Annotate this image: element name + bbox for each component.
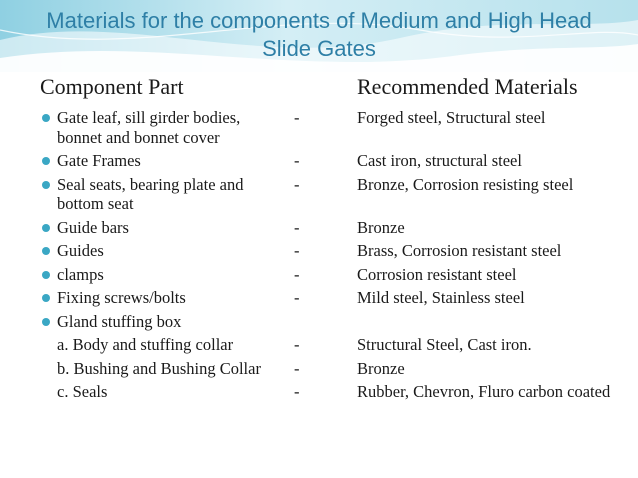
component-part: Gate Frames <box>57 151 141 170</box>
recommended-material: Forged steel, Structural steel <box>357 108 546 127</box>
bullet-icon <box>42 224 50 232</box>
list-item <box>0 284 638 308</box>
recommended-material: Bronze, Corrosion resisting steel <box>357 174 574 194</box>
recommended-material: Mild steel, Stainless steel <box>357 288 525 307</box>
separator-dash: - <box>294 108 300 127</box>
separator-dash: - <box>294 264 300 284</box>
list-item <box>0 378 638 402</box>
list-item <box>0 104 638 147</box>
component-part: Fixing screws/bolts <box>57 288 186 307</box>
separator-dash: - <box>294 288 300 307</box>
component-part: c. Seals <box>57 382 108 401</box>
page-title <box>0 7 638 63</box>
component-part-header: Component Part <box>40 74 184 99</box>
title-banner <box>0 0 638 72</box>
separator-dash: - <box>294 241 300 260</box>
bullet-icon <box>42 271 50 279</box>
recommended-material: Cast iron, structural steel <box>357 151 522 170</box>
title-line-2: Slide Gates <box>262 36 376 61</box>
separator-dash: - <box>294 217 300 237</box>
bullet-icon <box>42 157 50 165</box>
separator-dash: - <box>294 335 300 354</box>
bullet-icon <box>42 318 50 326</box>
list-item <box>0 237 638 261</box>
list-item <box>0 147 638 171</box>
recommended-material: Rubber, Chevron, Fluro carbon coated <box>357 382 611 401</box>
list-item <box>0 214 638 238</box>
component-part: b. Bushing and Bushing Collar <box>57 358 261 378</box>
bullet-icon <box>42 114 50 122</box>
recommended-material: Structural Steel, Cast iron. <box>357 335 532 354</box>
component-part: Gland stuffing box <box>57 311 182 331</box>
separator-dash: - <box>294 174 300 194</box>
separator-dash: - <box>294 382 300 401</box>
bullet-icon <box>42 294 50 302</box>
list-item <box>0 355 638 379</box>
list-item <box>0 261 638 285</box>
separator-dash: - <box>294 151 300 170</box>
recommended-material: Corrosion resistant steel <box>357 264 517 284</box>
component-part: Guide bars <box>57 217 129 237</box>
component-part: a. Body and stuffing collar <box>57 335 234 354</box>
component-part: Gate leaf, sill girder bodies, bonnet and bonnet cover <box>57 108 241 147</box>
list-item <box>0 171 638 214</box>
bullet-icon <box>42 247 50 255</box>
component-part: Seal seats, bearing plate and bottom seat <box>57 174 244 213</box>
separator-dash: - <box>294 358 300 378</box>
materials-list <box>0 104 638 402</box>
title-line-1: Materials for the components of Medium and High Head <box>46 8 592 33</box>
column-headers <box>0 74 638 104</box>
component-part: Guides <box>57 241 104 260</box>
recommended-material: Bronze <box>357 217 405 237</box>
recommended-material: Bronze <box>357 358 405 378</box>
bullet-icon <box>42 181 50 189</box>
list-item <box>0 331 638 355</box>
recommended-materials-header: Recommended Materials <box>357 74 578 99</box>
component-part: clamps <box>57 264 104 284</box>
list-item <box>0 308 638 332</box>
recommended-material: Brass, Corrosion resistant steel <box>357 241 562 260</box>
